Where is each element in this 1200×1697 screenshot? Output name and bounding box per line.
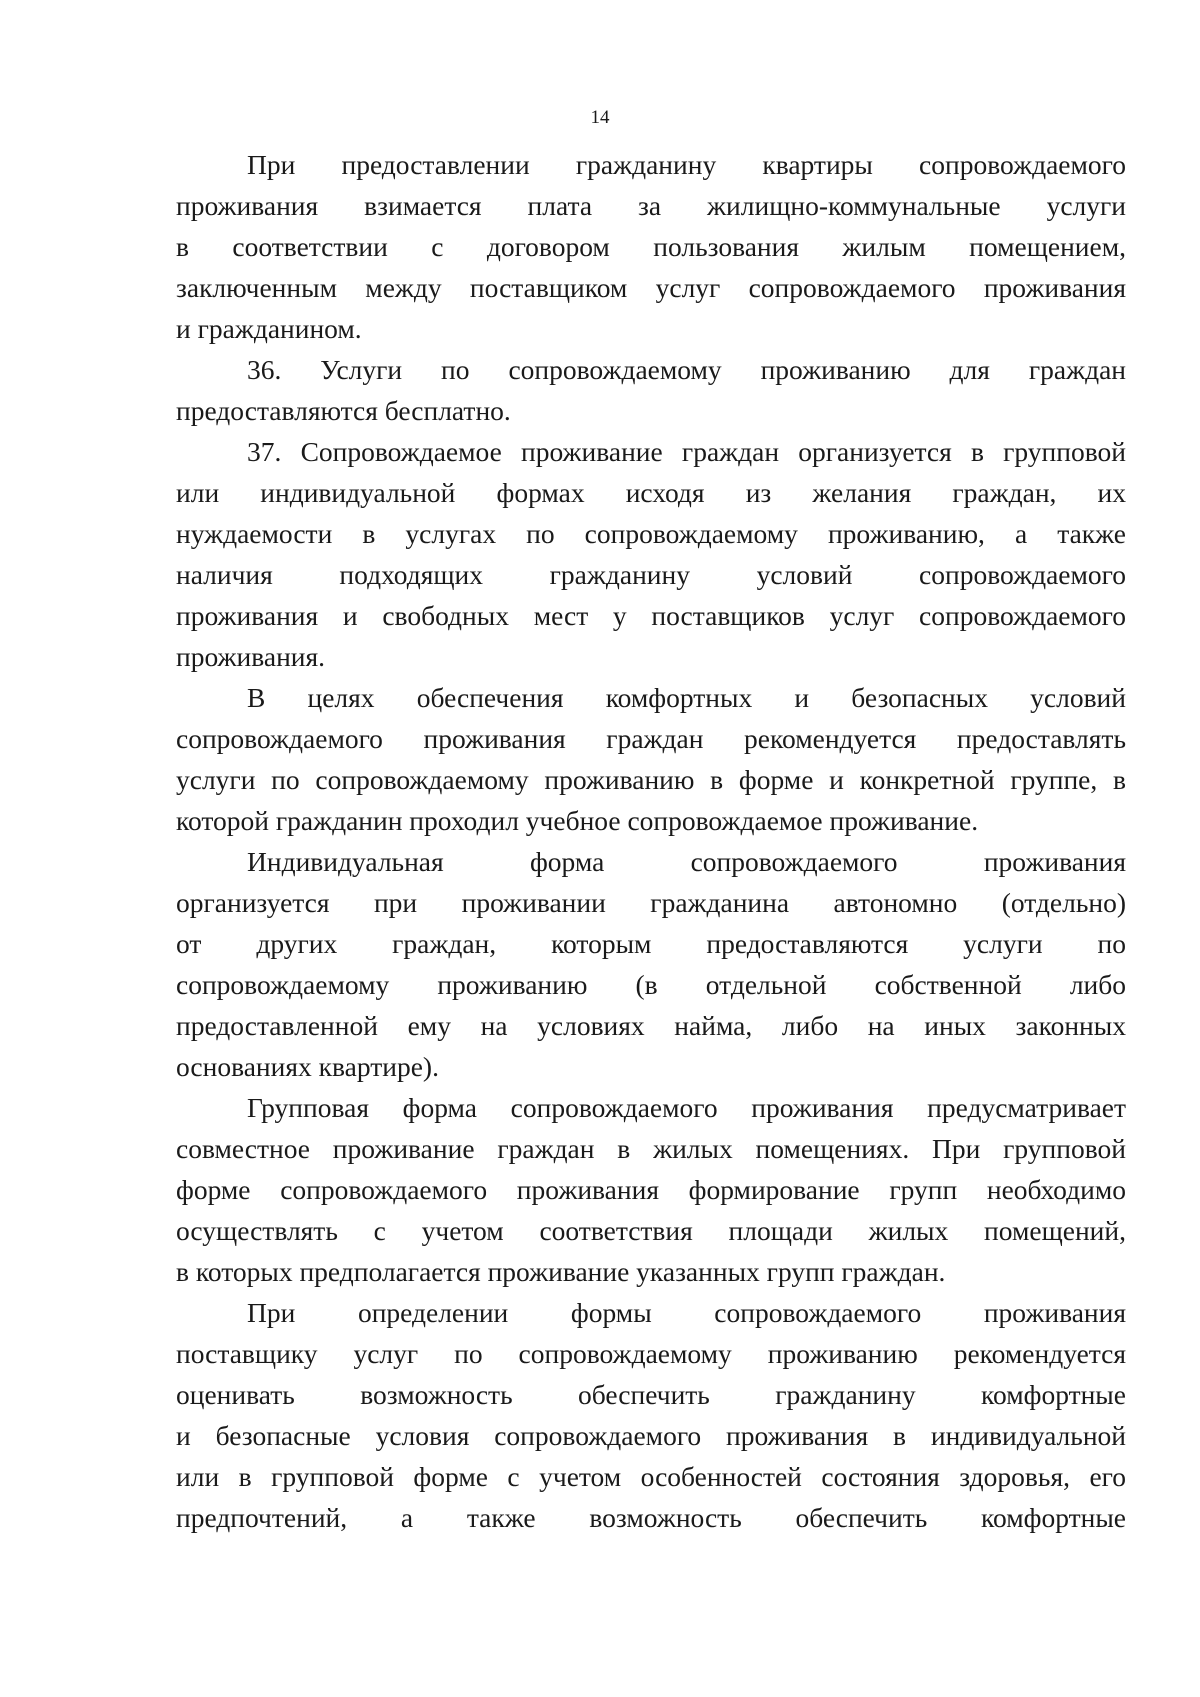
text-line: осуществлять с учетом соответствия площади жилых помещений, [176, 1215, 1126, 1246]
text-line: от других граждан, которым предоставляются услуги по [176, 928, 1126, 959]
text-line: и гражданином. [176, 313, 362, 344]
text-line: или индивидуальной формах исходя из желания граждан, их [176, 477, 1126, 508]
text-line: проживания взимается плата за жилищно-коммунальные услуги [176, 190, 1126, 221]
text-line: 37. Сопровождаемое проживание граждан организуется в групповой [247, 436, 1126, 467]
paragraph [176, 1087, 1126, 1292]
paragraph [176, 677, 1126, 841]
text-line: форме сопровождаемого проживания формирование групп необходимо [176, 1174, 1126, 1205]
text-line: нуждаемости в услугах по сопровождаемому проживанию, а также [176, 518, 1126, 549]
document-body [176, 144, 1126, 1538]
text-line: заключенным между поставщиком услуг сопровождаемого проживания [176, 272, 1126, 303]
text-line: В целях обеспечения комфортных и безопасных условий [247, 682, 1126, 713]
text-line: сопровождаемому проживанию (в отдельной собственной либо [176, 969, 1126, 1000]
text-line: проживания. [176, 641, 326, 672]
paragraph [176, 1292, 1126, 1538]
text-line: предоставляются бесплатно. [176, 395, 511, 426]
text-line: основаниях квартире). [176, 1051, 439, 1082]
text-line: оценивать возможность обеспечить гражданину комфортные [176, 1379, 1126, 1410]
paragraph [176, 349, 1126, 431]
text-line: организуется при проживании гражданина автономно (отдельно) [176, 887, 1126, 918]
text-line: наличия подходящих гражданину условий сопровождаемого [176, 559, 1126, 590]
paragraph [176, 431, 1126, 677]
text-line: сопровождаемого проживания граждан рекомендуется предоставлять [176, 723, 1126, 754]
text-line: Групповая форма сопровождаемого проживания предусматривает [247, 1092, 1126, 1123]
paragraph [176, 144, 1126, 349]
text-line: предоставленной ему на условиях найма, либо на иных законных [176, 1010, 1126, 1041]
paragraph [176, 841, 1126, 1087]
text-line: 36. Услуги по сопровождаемому проживанию для граждан [247, 354, 1126, 385]
text-line: в соответствии с договором пользования жилым помещением, [176, 231, 1126, 262]
page-number: 14 [590, 107, 610, 128]
text-line: поставщику услуг по сопровождаемому проживанию рекомендуется [176, 1338, 1126, 1369]
text-line: или в групповой форме с учетом особенностей состояния здоровья, его [176, 1461, 1126, 1492]
text-line: проживания и свободных мест у поставщиков услуг сопровождаемого [176, 600, 1126, 631]
text-line: предпочтений, а также возможность обеспечить комфортные [176, 1502, 1126, 1533]
text-line: услуги по сопровождаемому проживанию в форме и конкретной группе, в [176, 764, 1126, 795]
text-line: При предоставлении гражданину квартиры сопровождаемого [247, 149, 1126, 180]
text-line: Индивидуальная форма сопровождаемого проживания [247, 846, 1126, 877]
text-line: и безопасные условия сопровождаемого проживания в индивидуальной [176, 1420, 1126, 1451]
text-line: совместное проживание граждан в жилых помещениях. При групповой [176, 1133, 1126, 1164]
text-line: При определении формы сопровождаемого проживания [247, 1297, 1126, 1328]
text-line: которой гражданин проходил учебное сопровождаемое проживание. [176, 805, 979, 836]
text-line: в которых предполагается проживание указанных групп граждан. [176, 1256, 946, 1287]
